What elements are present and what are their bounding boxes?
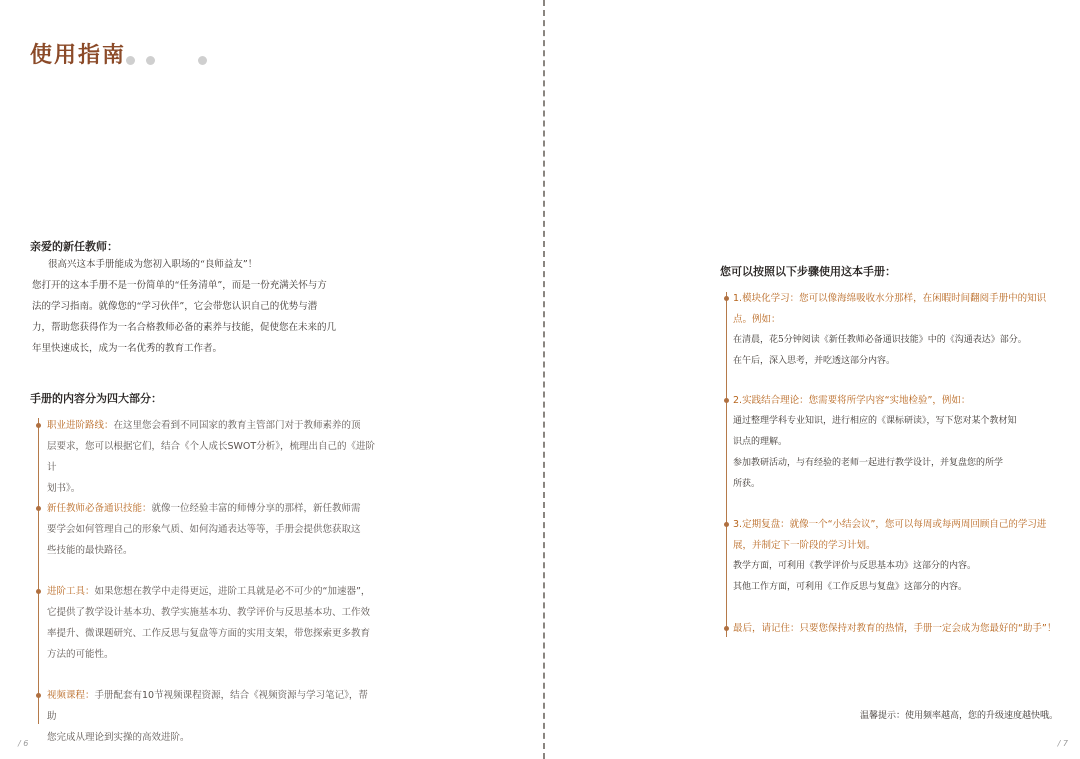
section-text: 就像一位经验丰富的师傅分享的那样，新任教师需 xyxy=(151,503,361,514)
step-detail: 教学方面，可利用《教学评价与反思基本功》这部分的内容。 xyxy=(733,561,977,571)
bullet-icon xyxy=(724,398,729,403)
section-label: 新任教师必备通识技能： xyxy=(47,503,152,514)
bullet-icon xyxy=(36,589,41,594)
step-detail: 识点的理解。 xyxy=(733,437,788,447)
bullet-icon xyxy=(36,693,41,698)
step-title: 1.模块化学习：您可以像海绵吸收水分那样，在闲暇时间翻阅手册中的知识 xyxy=(733,293,1047,304)
step-detail: 在清晨，花5分钟阅读《新任教师必备通识技能》中的《沟通表达》部分。 xyxy=(733,335,1027,345)
intro-line: 很高兴这本手册能成为您初入职场的“良师益友”！ xyxy=(48,259,258,270)
section-text: 些技能的最快路径。 xyxy=(47,545,133,556)
section-text: 手册配套有10节视频课程资源，结合《视频资源与学习笔记》，帮助 xyxy=(47,690,368,722)
bullet-icon xyxy=(36,423,41,428)
step-title: 最后，请记住：只要您保持对教育的热情，手册一定会成为您最好的“助手”！ xyxy=(733,623,1057,634)
section-label: 视频课程： xyxy=(47,690,95,701)
step-item xyxy=(733,514,1073,598)
step-title: 展，并制定下一阶段的学习计划。 xyxy=(733,540,876,551)
bullet-icon xyxy=(724,296,729,301)
step-detail: 通过整理学科专业知识，进行相应的《课标研读》，写下您对某个教材知 xyxy=(733,416,1017,426)
bullet-icon xyxy=(36,506,41,511)
right-page xyxy=(545,0,1080,759)
section-label: 进阶工具： xyxy=(47,586,95,597)
section-text: 层要求，您可以根据它们，结合《个人成长SWOT分析》，梳理出自己的《进阶计 xyxy=(47,441,375,473)
step-detail: 在午后，深入思考，并吃透这部分内容。 xyxy=(733,356,896,366)
decor-dot xyxy=(198,56,207,65)
intro-line: 力，帮助您获得作为一名合格教师必备的素养与技能，促使您在未来的几 xyxy=(32,322,337,333)
section-item xyxy=(47,498,377,561)
section-text: 在这里您会看到不同国家的教育主管部门对于教师素养的顶 xyxy=(113,420,361,431)
section-text: 它提供了教学设计基本功、教学实施基本功、教学评价与反思基本功、工作效 xyxy=(47,607,371,618)
step-detail: 参加教研活动，与有经验的老师一起进行教学设计，并复盘您的所学 xyxy=(733,458,1004,468)
section-label: 职业进阶路线： xyxy=(47,420,114,431)
sections-heading: 手册的内容分为四大部分： xyxy=(30,392,162,405)
section-text: 方法的可能性。 xyxy=(47,649,114,660)
bullet-icon xyxy=(724,626,729,631)
decor-dot xyxy=(126,56,135,65)
step-title: 2.实践结合理论：您需要将所学内容“实地检验”，例如： xyxy=(733,395,971,406)
section-text: 划书》。 xyxy=(47,483,81,494)
step-detail: 所获。 xyxy=(733,479,761,489)
step-detail: 其他工作方面，可利用《工作反思与复盘》这部分的内容。 xyxy=(733,582,968,592)
step-title: 3.定期复盘：就像一个“小结会议”，您可以每周或每两周回顾自己的学习进 xyxy=(733,519,1047,530)
bullet-icon xyxy=(724,522,729,527)
steps-heading: 您可以按照以下步骤使用这本手册： xyxy=(720,265,896,278)
section-text: 率提升、微课题研究、工作反思与复盘等方面的实用支架，带您探索更多教育 xyxy=(47,628,371,639)
page-title: 使用指南 xyxy=(30,42,127,68)
intro-line: 您打开的这本手册不是一份简单的“任务清单”，而是一份充满关怀与方 xyxy=(32,280,327,291)
intro-paragraph xyxy=(32,254,378,359)
step-item xyxy=(733,288,1073,372)
section-text: 您完成从理论到实操的高效进阶。 xyxy=(47,732,190,743)
section-text: 要学会如何管理自己的形象气质、如何沟通表达等等，手册会提供您获取这 xyxy=(47,524,361,535)
greeting: 亲爱的新任教师： xyxy=(30,240,118,253)
footnote: 温馨提示：使用频率越高，您的升级速度越快哦。 xyxy=(859,711,1058,721)
decor-dot xyxy=(146,56,155,65)
intro-line: 年里快速成长，成为一名优秀的教育工作者。 xyxy=(32,343,223,354)
timeline-line xyxy=(726,292,727,637)
section-text: 如果您想在教学中走得更远，进阶工具就是必不可少的“加速器”， xyxy=(94,586,371,597)
intro-line: 法的学习指南。就像您的“学习伙伴”，它会带您认识自己的优势与潜 xyxy=(32,301,318,312)
section-item xyxy=(47,685,377,748)
section-item xyxy=(47,581,377,665)
timeline-line xyxy=(38,418,39,724)
step-title: 点。例如： xyxy=(733,314,781,325)
step-item xyxy=(733,618,1073,639)
section-item xyxy=(47,415,377,499)
step-item xyxy=(733,390,1073,495)
page-number: / 6 xyxy=(18,739,29,748)
page-number: / 7 xyxy=(1057,739,1068,748)
